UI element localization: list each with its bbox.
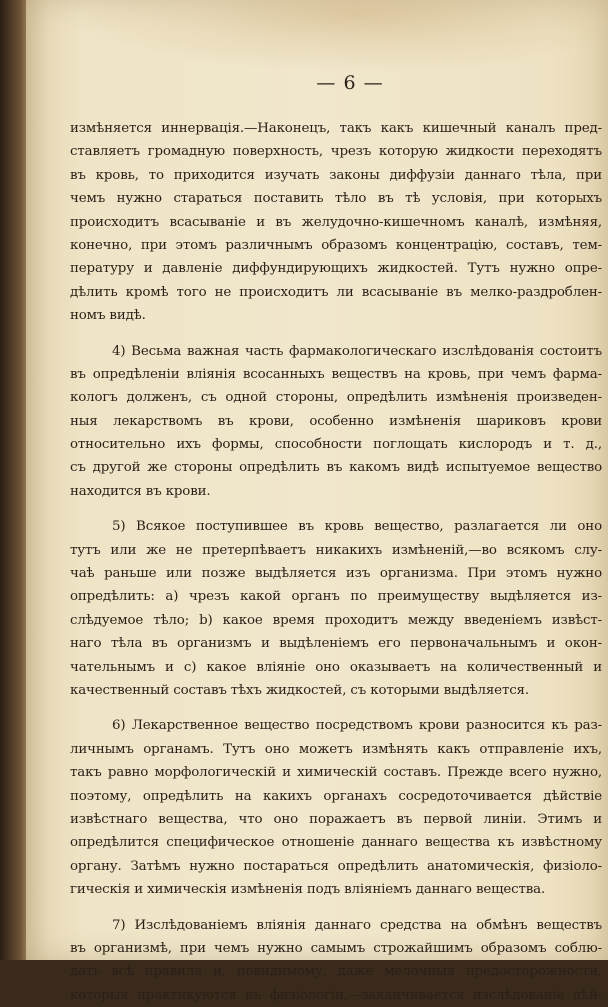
- text-line: въ организмѣ, при чемъ нужно самымъ строжайшимъ образомъ соблю-: [70, 937, 602, 960]
- text-line: такъ равно морфологическій и химическій составъ. Прежде всего нужно,: [70, 761, 602, 784]
- book-binding: [0, 0, 26, 960]
- paragraph-4: [70, 714, 602, 901]
- text-line: чемъ нужно стараться поставить тѣло въ тѣ условія, при которыхъ: [70, 187, 602, 210]
- text-line: чательнымъ и c) какое вліяніе оно оказываетъ на количественный и: [70, 656, 602, 679]
- text-line: гическія и химическія измѣненія подъ вліяніемъ даннаго вещества.: [70, 878, 602, 901]
- text-line: пературу и давленіе диффундирующихъ жидкостей. Тутъ нужно опре-: [70, 257, 602, 280]
- text-line: чаѣ раньше или позже выдѣляется изъ организма. При этомъ нужно: [70, 562, 602, 585]
- text-line: 4) Весьма важная часть фармакологическаго изслѣдованія состоитъ: [70, 340, 602, 363]
- text-line: слѣдуемое тѣло; b) какое время проходитъ между введеніемъ извѣст-: [70, 609, 602, 632]
- text-line: 5) Всякое поступившее въ кровь вещество, разлагается ли оно: [70, 515, 602, 538]
- body-text: [70, 117, 602, 1007]
- paragraph-1: [70, 117, 602, 328]
- text-line: опредѣлить: a) чрезъ какой органъ по преимуществу выдѣляется из-: [70, 585, 602, 608]
- text-line: въ опредѣленіи вліянія всосанныхъ веществъ на кровь, при чемъ фарма-: [70, 363, 602, 386]
- text-line: наго тѣла въ организмъ и выдѣленіемъ его первоначальнымъ и окон-: [70, 632, 602, 655]
- text-line: относительно ихъ формы, способности поглощать кислородъ и т. д.,: [70, 433, 602, 456]
- page-number: — 6 —: [290, 72, 410, 94]
- text-line: кологъ долженъ, съ одной стороны, опредѣлить измѣненія произведен-: [70, 386, 602, 409]
- text-line: поэтому, опредѣлить на какихъ органахъ сосредоточивается дѣйствіе: [70, 785, 602, 808]
- paragraph-3: [70, 515, 602, 702]
- page-stain: [86, 0, 608, 70]
- text-line: измѣняется иннервація.—Наконецъ, такъ какъ кишечный каналъ пред-: [70, 117, 602, 140]
- text-line: происходитъ всасываніе и въ желудочно-кишечномъ каналѣ, измѣняя,: [70, 211, 602, 234]
- text-line: конечно, при этомъ различнымъ образомъ концентрацію, составъ, тем-: [70, 234, 602, 257]
- paragraph-5: [70, 914, 602, 1007]
- text-line: дать всѣ правила и, повидимому, даже мелочныя предосторожности,: [70, 960, 602, 983]
- text-line: номъ видѣ.: [70, 304, 602, 327]
- text-line: органу. Затѣмъ нужно постараться опредѣлить анатомическія, физіоло-: [70, 855, 602, 878]
- paragraph-2: [70, 340, 602, 504]
- text-line: съ другой же стороны опредѣлить въ какомъ видѣ испытуемое вещество: [70, 456, 602, 479]
- text-line: тутъ или же не претерпѣваетъ никакихъ измѣненій,—во всякомъ слу-: [70, 539, 602, 562]
- text-line: находится въ крови.: [70, 480, 602, 503]
- text-line: которыя практикуются въ физіологіи,—заканчивается изслѣдованіе дѣй-: [70, 984, 602, 1007]
- text-line: въ кровь, то приходится изучать законы диффузіи даннаго тѣла, при: [70, 164, 602, 187]
- text-line: личнымъ органамъ. Тутъ оно можетъ измѣнять какъ отправленіе ихъ,: [70, 738, 602, 761]
- text-line: 7) Изслѣдованіемъ вліянія даннаго средства на обмѣнъ веществъ: [70, 914, 602, 937]
- text-line: извѣстнаго вещества, что оно поражаетъ въ первой линіи. Этимъ и: [70, 808, 602, 831]
- text-line: качественный составъ тѣхъ жидкостей, съ которыми выдѣляется.: [70, 679, 602, 702]
- text-line: опредѣлится специфическое отношеніе даннаго вещества къ извѣстному: [70, 831, 602, 854]
- text-line: ставляетъ громадную поверхность, чрезъ которую жидкости переходятъ: [70, 140, 602, 163]
- text-line: 6) Лекарственное вещество посредствомъ крови разносится къ раз-: [70, 714, 602, 737]
- text-line: ныя лекарствомъ въ крови, особенно измѣненія шариковъ крови: [70, 410, 602, 433]
- text-line: дѣлить кромѣ того не происходитъ ли всасываніе въ мелко-раздроблен-: [70, 281, 602, 304]
